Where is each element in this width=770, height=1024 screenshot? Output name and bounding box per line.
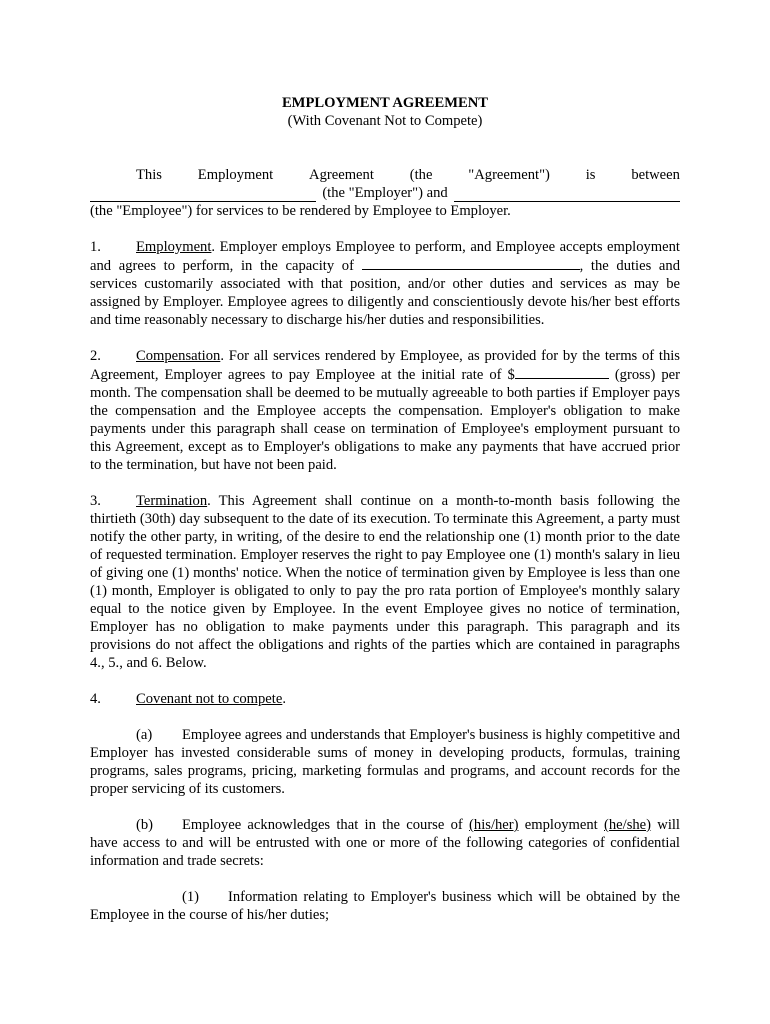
section-heading: Compensation <box>136 348 221 364</box>
party-names-line: (the "Employer") and <box>90 184 680 202</box>
intro-paragraph: This Employment Agreement (the "Agreement") is between (the "Employer") and (the "Employee") for services to be rendered by Employee to Employer. <box>90 167 680 219</box>
document-body <box>90 94 680 942</box>
document-subtitle: (With Covenant Not to Compete) <box>287 113 483 129</box>
section-compensation: 2. Compensation. For all services rendered by Employee, as provided for by the terms of this Agreement, Employer agrees to pay Employee at the initial rate of $ (gross) per month. The compensation shall be deemed to be mutually agreeable to both parties if Employer pays the compensation and the Employee accepts the compensation. Employer's obligation to make payments under this paragraph shall cease on termination of Employee's employment pursuant to this Agreement, except as to Employer's obligations to make any payments that have accrued prior to the termination, but have not been paid. <box>90 348 680 473</box>
covenant-clause-a: (a) Employee agrees and understands that Employer's business is highly competitive and Employer has invested considerable sums of money in developing products, formulas, training programs, sales programs, pricing, marketing formulas and programs, and account records for the proper servicing of its customers. <box>90 727 680 797</box>
capacity-blank[interactable] <box>362 256 580 270</box>
section-covenant: 4. Covenant not to compete. <box>90 691 286 707</box>
covenant-item-1: (1) Information relating to Employer's business which will be obtained by the Employee in the course of his/her duties; <box>90 889 680 923</box>
document-title: EMPLOYMENT AGREEMENT <box>281 95 489 111</box>
employer-name-blank[interactable] <box>90 188 316 202</box>
employee-name-blank[interactable] <box>454 188 680 202</box>
covenant-clause-b: (b) Employee acknowledges that in the course of (his/her) employment (he/she) will have access to and will be entrusted with one or more of the following categories of confidential information and trade secrets: <box>90 817 680 869</box>
he-she-choice: (he/she) <box>604 817 652 833</box>
rate-blank[interactable] <box>515 365 609 379</box>
section-heading: Covenant not to compete <box>136 691 283 707</box>
intro-first-line: This Employment Agreement (the "Agreement") is between <box>136 167 680 183</box>
section-heading: Employment <box>136 239 212 255</box>
section-employment: 1. Employment. Employer employs Employee to perform, and Employee accepts employment and agrees to perform, in the capacity of , the duties and services customarily associated with that position, and/or other duties and services as may be assigned by Employer. Employee agrees to diligently and conscientiously devote his/her best efforts and time reasonably necessary to discharge his/her duties and responsibilities. <box>90 239 680 328</box>
section-termination: 3. Termination. This Agreement shall continue on a month-to-month basis following the thirtieth (30th) day subsequent to the date of its execution. To terminate this Agreement, a party must notify the other party, in writing, of the desire to end the relationship one (1) month prior to the date of requested termination. Employer reserves the right to pay Employee one (1) month's salary in lieu of giving one (1) months' notice. When the notice of termination given by Employee is less than one (1) month, Employer is obligated to only to pay the pro rata portion of Employee's monthly salary equal to the notice given by Employee. In the event Employee gives no notice of termination, Employer has no obligation to make payments under this paragraph. This paragraph and its provisions do not affect the obligations and rights of the parties which are contained in paragraphs 4., 5., and 6. Below. <box>90 493 680 671</box>
section-heading: Termination <box>136 493 208 509</box>
his-her-choice: (his/her) <box>469 817 519 833</box>
